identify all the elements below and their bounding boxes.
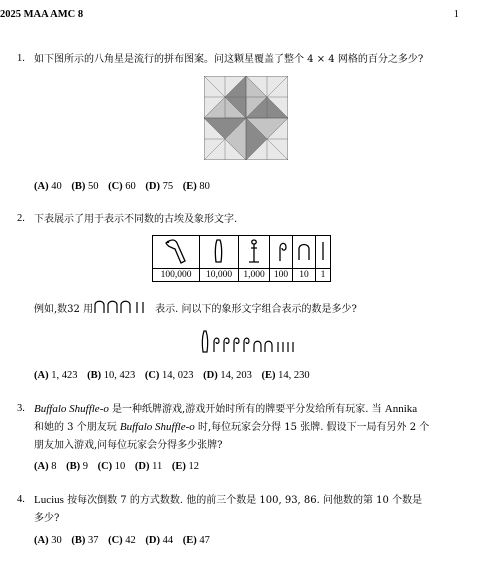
choice-b[interactable]: (B) 50 <box>71 181 99 192</box>
choice-c[interactable]: (C) 42 <box>108 535 136 546</box>
choice-e[interactable]: (E) 47 <box>182 535 210 546</box>
question-number: 3. <box>17 403 25 414</box>
question-number: 4. <box>17 494 25 505</box>
choice-b[interactable]: (B) 9 <box>66 461 88 472</box>
choice-d[interactable]: (D) 75 <box>145 181 174 192</box>
hieroglyph-combination-icon <box>200 327 298 355</box>
lotus-glyph-icon <box>239 236 270 269</box>
example-line <box>34 300 357 318</box>
value-10000: 10,000 <box>200 269 239 282</box>
example-32-glyphs-icon <box>93 300 155 314</box>
example-prefix: 例如,数32 用 <box>34 304 94 315</box>
answer-choices <box>34 181 217 192</box>
answer-choices <box>34 461 206 472</box>
choice-c[interactable]: (C) 14, 023 <box>144 370 194 381</box>
value-100000: 100,000 <box>153 269 200 282</box>
exam-title: 2025 MAA AMC 8 <box>0 9 84 20</box>
question-text: 如下图所示的八角星是流行的拼布图案。问这颗星覆盖了整个 4 × 4 网格的百分之多少? <box>34 54 424 65</box>
page-number: 1 <box>453 9 459 20</box>
choice-a[interactable]: (A) 40 <box>34 181 62 192</box>
value-1000: 1,000 <box>239 269 270 282</box>
question-line-2: 和她的 3 个朋友玩 Buffalo Shuffle-o 时,每位玩家会分得 15 张牌. 假设下一局有另外 2 个 <box>34 421 430 433</box>
octagram-quilt-figure <box>204 76 288 160</box>
question-number: 2. <box>17 213 25 224</box>
question-text: 下表展示了用于表示不同数的古埃及象形文字. <box>34 214 238 225</box>
person-name: Lucius <box>34 494 64 506</box>
example-suffix: 表示. 问以下的象形文字组合表示的数是多少? <box>155 304 357 315</box>
choice-a[interactable]: (A) 1, 423 <box>34 370 78 381</box>
value-10: 10 <box>293 269 316 282</box>
choice-a[interactable]: (A) 8 <box>34 461 57 472</box>
choice-d[interactable]: (D) 44 <box>145 535 174 546</box>
choice-a[interactable]: (A) 30 <box>34 535 62 546</box>
answer-choices <box>34 535 217 546</box>
choice-e[interactable]: (E) 12 <box>171 461 199 472</box>
choice-d[interactable]: (D) 14, 203 <box>203 370 252 381</box>
tadpole-glyph-icon <box>153 236 200 269</box>
value-100: 100 <box>270 269 293 282</box>
question-line-3: 朋友加入游戏,问每位玩家会分得多少张牌? <box>34 440 223 451</box>
value-1: 1 <box>316 269 331 282</box>
choice-d[interactable]: (D) 11 <box>134 461 163 472</box>
choice-c[interactable]: (C) 60 <box>108 181 136 192</box>
heel-glyph-icon <box>293 236 316 269</box>
answer-choices <box>34 370 317 381</box>
choice-b[interactable]: (B) 10, 423 <box>87 370 136 381</box>
stroke-glyph-icon <box>316 236 331 269</box>
question-line-1: Lucius 按每次倒数 7 的方式数数. 他的前三个数是 100, 93, 86. 问他数的第 10 个数是 <box>34 494 423 506</box>
game-name: Buffalo Shuffle-o <box>34 403 109 415</box>
coil-glyph-icon <box>270 236 293 269</box>
hieroglyph-table <box>152 235 331 282</box>
game-name: Buffalo Shuffle-o <box>119 421 195 433</box>
choice-e[interactable]: (E) 80 <box>182 181 210 192</box>
choice-c[interactable]: (C) 10 <box>97 461 126 472</box>
question-line-2: 多少? <box>34 513 60 524</box>
choice-b[interactable]: (B) 37 <box>71 535 99 546</box>
question-line-1: Buffalo Shuffle-o 是一种纸牌游戏,游戏开始时所有的牌要平分发给所有玩家. 当 Annika <box>34 403 418 415</box>
person-name: Annika <box>384 403 418 415</box>
finger-glyph-icon <box>200 236 239 269</box>
question-number: 1. <box>17 53 25 64</box>
choice-e[interactable]: (E) 14, 230 <box>261 370 310 381</box>
